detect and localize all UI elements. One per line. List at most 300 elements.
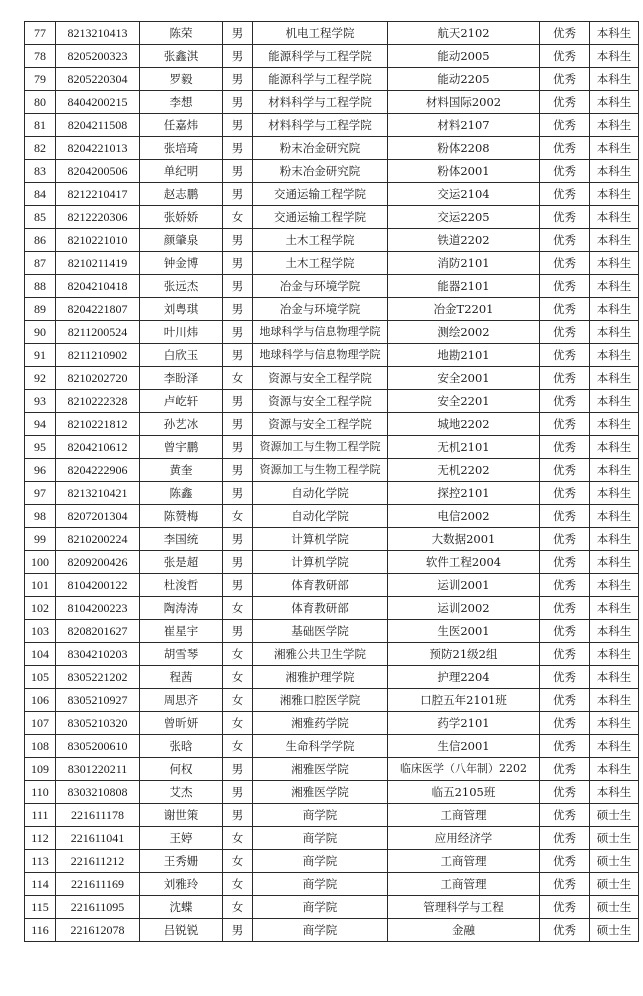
class-cell: 航天2102 xyxy=(388,22,540,45)
school-cell: 交通运输工程学院 xyxy=(253,183,388,206)
degree-level-cell: 本科生 xyxy=(590,482,639,505)
grade-cell: 优秀 xyxy=(540,666,590,689)
row-number-cell: 113 xyxy=(25,850,56,873)
student-id-cell: 8207201304 xyxy=(56,505,140,528)
school-cell: 土木工程学院 xyxy=(253,229,388,252)
school-cell: 商学院 xyxy=(253,896,388,919)
student-name-cell: 周思齐 xyxy=(140,689,223,712)
gender-cell: 男 xyxy=(223,137,253,160)
school-cell: 资源与安全工程学院 xyxy=(253,390,388,413)
gender-cell: 男 xyxy=(223,620,253,643)
degree-level-cell: 本科生 xyxy=(590,206,639,229)
student-name-cell: 陈鑫 xyxy=(140,482,223,505)
student-name-cell: 王秀姗 xyxy=(140,850,223,873)
school-cell: 材料科学与工程学院 xyxy=(253,91,388,114)
gender-cell: 女 xyxy=(223,735,253,758)
table-row xyxy=(25,22,639,45)
row-number-cell: 86 xyxy=(25,229,56,252)
gender-cell: 男 xyxy=(223,804,253,827)
grade-cell: 优秀 xyxy=(540,344,590,367)
grade-cell: 优秀 xyxy=(540,528,590,551)
table-row xyxy=(25,206,639,229)
class-cell: 能动2205 xyxy=(388,68,540,91)
row-number-cell: 91 xyxy=(25,344,56,367)
row-number-cell: 97 xyxy=(25,482,56,505)
table-row xyxy=(25,735,639,758)
school-cell: 资源加工与生物工程学院 xyxy=(253,436,388,459)
degree-level-cell: 硕士生 xyxy=(590,804,639,827)
table-row xyxy=(25,505,639,528)
student-id-cell: 8209200426 xyxy=(56,551,140,574)
student-id-cell: 8211200524 xyxy=(56,321,140,344)
student-id-cell: 8210202720 xyxy=(56,367,140,390)
degree-level-cell: 本科生 xyxy=(590,321,639,344)
row-number-cell: 89 xyxy=(25,298,56,321)
grade-cell: 优秀 xyxy=(540,712,590,735)
grade-cell: 优秀 xyxy=(540,321,590,344)
class-cell: 临床医学（八年制）2202 xyxy=(388,758,540,781)
student-name-cell: 艾杰 xyxy=(140,781,223,804)
gender-cell: 男 xyxy=(223,298,253,321)
row-number-cell: 112 xyxy=(25,827,56,850)
school-cell: 粉末冶金研究院 xyxy=(253,137,388,160)
row-number-cell: 108 xyxy=(25,735,56,758)
table-body xyxy=(25,22,639,942)
class-cell: 生信2001 xyxy=(388,735,540,758)
gender-cell: 男 xyxy=(223,160,253,183)
student-id-cell: 8204200506 xyxy=(56,160,140,183)
grade-cell: 优秀 xyxy=(540,252,590,275)
school-cell: 地球科学与信息物理学院 xyxy=(253,321,388,344)
table-row xyxy=(25,597,639,620)
grade-cell: 优秀 xyxy=(540,413,590,436)
row-number-cell: 111 xyxy=(25,804,56,827)
row-number-cell: 85 xyxy=(25,206,56,229)
table-row xyxy=(25,712,639,735)
gender-cell: 男 xyxy=(223,781,253,804)
grade-cell: 优秀 xyxy=(540,620,590,643)
gender-cell: 男 xyxy=(223,413,253,436)
school-cell: 自动化学院 xyxy=(253,505,388,528)
class-cell: 材料国际2002 xyxy=(388,91,540,114)
row-number-cell: 105 xyxy=(25,666,56,689)
class-cell: 粉体2001 xyxy=(388,160,540,183)
degree-level-cell: 本科生 xyxy=(590,758,639,781)
class-cell: 口腔五年2101班 xyxy=(388,689,540,712)
school-cell: 商学院 xyxy=(253,804,388,827)
degree-level-cell: 硕士生 xyxy=(590,850,639,873)
table-row xyxy=(25,804,639,827)
class-cell: 护理2204 xyxy=(388,666,540,689)
student-id-cell: 8212210417 xyxy=(56,183,140,206)
row-number-cell: 81 xyxy=(25,114,56,137)
class-cell: 预防21级2组 xyxy=(388,643,540,666)
grade-cell: 优秀 xyxy=(540,643,590,666)
school-cell: 体育教研部 xyxy=(253,574,388,597)
row-number-cell: 95 xyxy=(25,436,56,459)
class-cell: 冶金T2201 xyxy=(388,298,540,321)
class-cell: 临五2105班 xyxy=(388,781,540,804)
gender-cell: 男 xyxy=(223,229,253,252)
class-cell: 能动2005 xyxy=(388,45,540,68)
student-name-cell: 陶涛涛 xyxy=(140,597,223,620)
grade-cell: 优秀 xyxy=(540,896,590,919)
table-row xyxy=(25,666,639,689)
student-id-cell: 221611169 xyxy=(56,873,140,896)
class-cell: 消防2101 xyxy=(388,252,540,275)
gender-cell: 男 xyxy=(223,183,253,206)
degree-level-cell: 本科生 xyxy=(590,459,639,482)
student-name-cell: 单纪明 xyxy=(140,160,223,183)
student-name-cell: 陈赞梅 xyxy=(140,505,223,528)
class-cell: 材料2107 xyxy=(388,114,540,137)
student-id-cell: 8204221807 xyxy=(56,298,140,321)
student-id-cell: 8204210418 xyxy=(56,275,140,298)
student-name-cell: 曾宇鹏 xyxy=(140,436,223,459)
student-name-cell: 谢世策 xyxy=(140,804,223,827)
table-row xyxy=(25,413,639,436)
school-cell: 交通运输工程学院 xyxy=(253,206,388,229)
degree-level-cell: 本科生 xyxy=(590,183,639,206)
gender-cell: 女 xyxy=(223,689,253,712)
degree-level-cell: 本科生 xyxy=(590,643,639,666)
table-row xyxy=(25,482,639,505)
degree-level-cell: 本科生 xyxy=(590,275,639,298)
class-cell: 电信2002 xyxy=(388,505,540,528)
class-cell: 工商管理 xyxy=(388,873,540,896)
school-cell: 商学院 xyxy=(253,850,388,873)
degree-level-cell: 本科生 xyxy=(590,735,639,758)
gender-cell: 男 xyxy=(223,91,253,114)
student-name-cell: 刘粤琪 xyxy=(140,298,223,321)
student-id-cell: 8212220306 xyxy=(56,206,140,229)
student-name-cell: 何权 xyxy=(140,758,223,781)
degree-level-cell: 本科生 xyxy=(590,344,639,367)
table-row xyxy=(25,896,639,919)
table-row xyxy=(25,459,639,482)
degree-level-cell: 本科生 xyxy=(590,367,639,390)
degree-level-cell: 本科生 xyxy=(590,91,639,114)
table-row xyxy=(25,574,639,597)
row-number-cell: 103 xyxy=(25,620,56,643)
class-cell: 地勘2101 xyxy=(388,344,540,367)
class-cell: 交运2104 xyxy=(388,183,540,206)
row-number-cell: 116 xyxy=(25,919,56,942)
school-cell: 基础医学院 xyxy=(253,620,388,643)
grade-cell: 优秀 xyxy=(540,574,590,597)
student-id-cell: 221611212 xyxy=(56,850,140,873)
gender-cell: 女 xyxy=(223,827,253,850)
class-cell: 探控2101 xyxy=(388,482,540,505)
row-number-cell: 110 xyxy=(25,781,56,804)
row-number-cell: 106 xyxy=(25,689,56,712)
degree-level-cell: 本科生 xyxy=(590,666,639,689)
grade-cell: 优秀 xyxy=(540,459,590,482)
grade-cell: 优秀 xyxy=(540,183,590,206)
table-row xyxy=(25,643,639,666)
student-name-cell: 张晗 xyxy=(140,735,223,758)
student-name-cell: 张远杰 xyxy=(140,275,223,298)
gender-cell: 男 xyxy=(223,252,253,275)
grade-cell: 优秀 xyxy=(540,850,590,873)
gender-cell: 男 xyxy=(223,574,253,597)
degree-level-cell: 硕士生 xyxy=(590,919,639,942)
student-name-cell: 王婷 xyxy=(140,827,223,850)
class-cell: 无机2101 xyxy=(388,436,540,459)
student-id-cell: 8210221812 xyxy=(56,413,140,436)
grade-cell: 优秀 xyxy=(540,482,590,505)
student-id-cell: 8204221013 xyxy=(56,137,140,160)
student-id-cell: 8404200215 xyxy=(56,91,140,114)
table-row xyxy=(25,781,639,804)
student-id-cell: 8205220304 xyxy=(56,68,140,91)
row-number-cell: 82 xyxy=(25,137,56,160)
table-row xyxy=(25,367,639,390)
row-number-cell: 80 xyxy=(25,91,56,114)
degree-level-cell: 本科生 xyxy=(590,597,639,620)
student-id-cell: 8204222906 xyxy=(56,459,140,482)
table-row xyxy=(25,45,639,68)
class-cell: 工商管理 xyxy=(388,850,540,873)
school-cell: 湘雅护理学院 xyxy=(253,666,388,689)
student-id-cell: 8204211508 xyxy=(56,114,140,137)
row-number-cell: 114 xyxy=(25,873,56,896)
degree-level-cell: 本科生 xyxy=(590,68,639,91)
student-id-cell: 8301220211 xyxy=(56,758,140,781)
student-id-cell: 8208201627 xyxy=(56,620,140,643)
grade-cell: 优秀 xyxy=(540,298,590,321)
student-name-cell: 张鑫淇 xyxy=(140,45,223,68)
class-cell: 管理科学与工程 xyxy=(388,896,540,919)
class-cell: 铁道2202 xyxy=(388,229,540,252)
grade-cell: 优秀 xyxy=(540,689,590,712)
school-cell: 材料科学与工程学院 xyxy=(253,114,388,137)
class-cell: 金融 xyxy=(388,919,540,942)
class-cell: 安全2001 xyxy=(388,367,540,390)
degree-level-cell: 本科生 xyxy=(590,114,639,137)
grade-cell: 优秀 xyxy=(540,551,590,574)
grade-cell: 优秀 xyxy=(540,137,590,160)
class-cell: 工商管理 xyxy=(388,804,540,827)
table-row xyxy=(25,436,639,459)
gender-cell: 男 xyxy=(223,528,253,551)
gender-cell: 女 xyxy=(223,367,253,390)
gender-cell: 男 xyxy=(223,68,253,91)
student-id-cell: 8210211419 xyxy=(56,252,140,275)
table-row xyxy=(25,321,639,344)
table-row xyxy=(25,758,639,781)
student-id-cell: 8303210808 xyxy=(56,781,140,804)
class-cell: 运训2002 xyxy=(388,597,540,620)
grade-cell: 优秀 xyxy=(540,91,590,114)
grade-cell: 优秀 xyxy=(540,68,590,91)
table-row xyxy=(25,68,639,91)
student-id-cell: 8210222328 xyxy=(56,390,140,413)
row-number-cell: 94 xyxy=(25,413,56,436)
row-number-cell: 102 xyxy=(25,597,56,620)
student-name-cell: 李国统 xyxy=(140,528,223,551)
student-name-cell: 张是超 xyxy=(140,551,223,574)
student-name-cell: 罗毅 xyxy=(140,68,223,91)
gender-cell: 女 xyxy=(223,643,253,666)
row-number-cell: 79 xyxy=(25,68,56,91)
school-cell: 能源科学与工程学院 xyxy=(253,68,388,91)
degree-level-cell: 硕士生 xyxy=(590,896,639,919)
gender-cell: 女 xyxy=(223,712,253,735)
student-id-cell: 8304210203 xyxy=(56,643,140,666)
school-cell: 能源科学与工程学院 xyxy=(253,45,388,68)
table-row xyxy=(25,528,639,551)
school-cell: 资源与安全工程学院 xyxy=(253,413,388,436)
student-id-cell: 8305210927 xyxy=(56,689,140,712)
degree-level-cell: 本科生 xyxy=(590,505,639,528)
student-name-cell: 任嘉炜 xyxy=(140,114,223,137)
table-row xyxy=(25,298,639,321)
degree-level-cell: 本科生 xyxy=(590,436,639,459)
school-cell: 机电工程学院 xyxy=(253,22,388,45)
table-row xyxy=(25,183,639,206)
student-name-cell: 吕锐锐 xyxy=(140,919,223,942)
table-row xyxy=(25,91,639,114)
student-id-cell: 221612078 xyxy=(56,919,140,942)
grade-cell: 优秀 xyxy=(540,114,590,137)
school-cell: 计算机学院 xyxy=(253,528,388,551)
student-name-cell: 赵志鹏 xyxy=(140,183,223,206)
class-cell: 运训2001 xyxy=(388,574,540,597)
school-cell: 粉末冶金研究院 xyxy=(253,160,388,183)
row-number-cell: 93 xyxy=(25,390,56,413)
degree-level-cell: 本科生 xyxy=(590,252,639,275)
gender-cell: 男 xyxy=(223,436,253,459)
class-cell: 能器2101 xyxy=(388,275,540,298)
row-number-cell: 109 xyxy=(25,758,56,781)
gender-cell: 女 xyxy=(223,505,253,528)
student-id-cell: 8305221202 xyxy=(56,666,140,689)
student-name-cell: 陈荣 xyxy=(140,22,223,45)
grade-cell: 优秀 xyxy=(540,436,590,459)
degree-level-cell: 本科生 xyxy=(590,413,639,436)
student-name-cell: 孙艺冰 xyxy=(140,413,223,436)
gender-cell: 男 xyxy=(223,275,253,298)
student-id-cell: 8210200224 xyxy=(56,528,140,551)
student-id-cell: 8213210413 xyxy=(56,22,140,45)
row-number-cell: 84 xyxy=(25,183,56,206)
award-list-table xyxy=(24,21,639,942)
student-id-cell: 8210221010 xyxy=(56,229,140,252)
table-row xyxy=(25,919,639,942)
row-number-cell: 100 xyxy=(25,551,56,574)
grade-cell: 优秀 xyxy=(540,229,590,252)
student-name-cell: 刘雅玲 xyxy=(140,873,223,896)
student-id-cell: 221611095 xyxy=(56,896,140,919)
class-cell: 无机2202 xyxy=(388,459,540,482)
student-id-cell: 8104200223 xyxy=(56,597,140,620)
class-cell: 城地2202 xyxy=(388,413,540,436)
grade-cell: 优秀 xyxy=(540,390,590,413)
row-number-cell: 104 xyxy=(25,643,56,666)
student-id-cell: 221611178 xyxy=(56,804,140,827)
row-number-cell: 87 xyxy=(25,252,56,275)
student-id-cell: 8205200323 xyxy=(56,45,140,68)
table-row xyxy=(25,275,639,298)
student-name-cell: 李盼泽 xyxy=(140,367,223,390)
student-name-cell: 杜浚哲 xyxy=(140,574,223,597)
grade-cell: 优秀 xyxy=(540,505,590,528)
row-number-cell: 90 xyxy=(25,321,56,344)
school-cell: 商学院 xyxy=(253,827,388,850)
row-number-cell: 101 xyxy=(25,574,56,597)
student-id-cell: 8305210320 xyxy=(56,712,140,735)
gender-cell: 女 xyxy=(223,206,253,229)
student-name-cell: 崔星宇 xyxy=(140,620,223,643)
student-name-cell: 卢屹轩 xyxy=(140,390,223,413)
degree-level-cell: 本科生 xyxy=(590,160,639,183)
grade-cell: 优秀 xyxy=(540,919,590,942)
grade-cell: 优秀 xyxy=(540,160,590,183)
gender-cell: 女 xyxy=(223,896,253,919)
table-row xyxy=(25,229,639,252)
student-name-cell: 胡雪琴 xyxy=(140,643,223,666)
student-name-cell: 叶川炜 xyxy=(140,321,223,344)
row-number-cell: 77 xyxy=(25,22,56,45)
row-number-cell: 115 xyxy=(25,896,56,919)
class-cell: 粉体2208 xyxy=(388,137,540,160)
degree-level-cell: 本科生 xyxy=(590,781,639,804)
gender-cell: 男 xyxy=(223,919,253,942)
student-name-cell: 张培琦 xyxy=(140,137,223,160)
table-row xyxy=(25,873,639,896)
student-id-cell: 8204210612 xyxy=(56,436,140,459)
degree-level-cell: 硕士生 xyxy=(590,873,639,896)
degree-level-cell: 本科生 xyxy=(590,298,639,321)
degree-level-cell: 本科生 xyxy=(590,229,639,252)
degree-level-cell: 本科生 xyxy=(590,551,639,574)
gender-cell: 男 xyxy=(223,459,253,482)
grade-cell: 优秀 xyxy=(540,804,590,827)
gender-cell: 女 xyxy=(223,597,253,620)
class-cell: 安全2201 xyxy=(388,390,540,413)
table-row xyxy=(25,344,639,367)
school-cell: 湘雅药学院 xyxy=(253,712,388,735)
school-cell: 湘雅口腔医学院 xyxy=(253,689,388,712)
student-name-cell: 颜肇泉 xyxy=(140,229,223,252)
table-row xyxy=(25,850,639,873)
degree-level-cell: 本科生 xyxy=(590,22,639,45)
degree-level-cell: 本科生 xyxy=(590,620,639,643)
degree-level-cell: 本科生 xyxy=(590,528,639,551)
row-number-cell: 83 xyxy=(25,160,56,183)
grade-cell: 优秀 xyxy=(540,873,590,896)
school-cell: 商学院 xyxy=(253,873,388,896)
school-cell: 商学院 xyxy=(253,919,388,942)
table-row xyxy=(25,160,639,183)
class-cell: 大数据2001 xyxy=(388,528,540,551)
row-number-cell: 99 xyxy=(25,528,56,551)
school-cell: 湘雅医学院 xyxy=(253,781,388,804)
class-cell: 药学2101 xyxy=(388,712,540,735)
student-name-cell: 曾昕妍 xyxy=(140,712,223,735)
student-name-cell: 黄奎 xyxy=(140,459,223,482)
school-cell: 湘雅医学院 xyxy=(253,758,388,781)
grade-cell: 优秀 xyxy=(540,275,590,298)
row-number-cell: 107 xyxy=(25,712,56,735)
school-cell: 体育教研部 xyxy=(253,597,388,620)
table-row xyxy=(25,620,639,643)
table-row xyxy=(25,114,639,137)
class-cell: 生医2001 xyxy=(388,620,540,643)
degree-level-cell: 硕士生 xyxy=(590,827,639,850)
school-cell: 生命科学学院 xyxy=(253,735,388,758)
